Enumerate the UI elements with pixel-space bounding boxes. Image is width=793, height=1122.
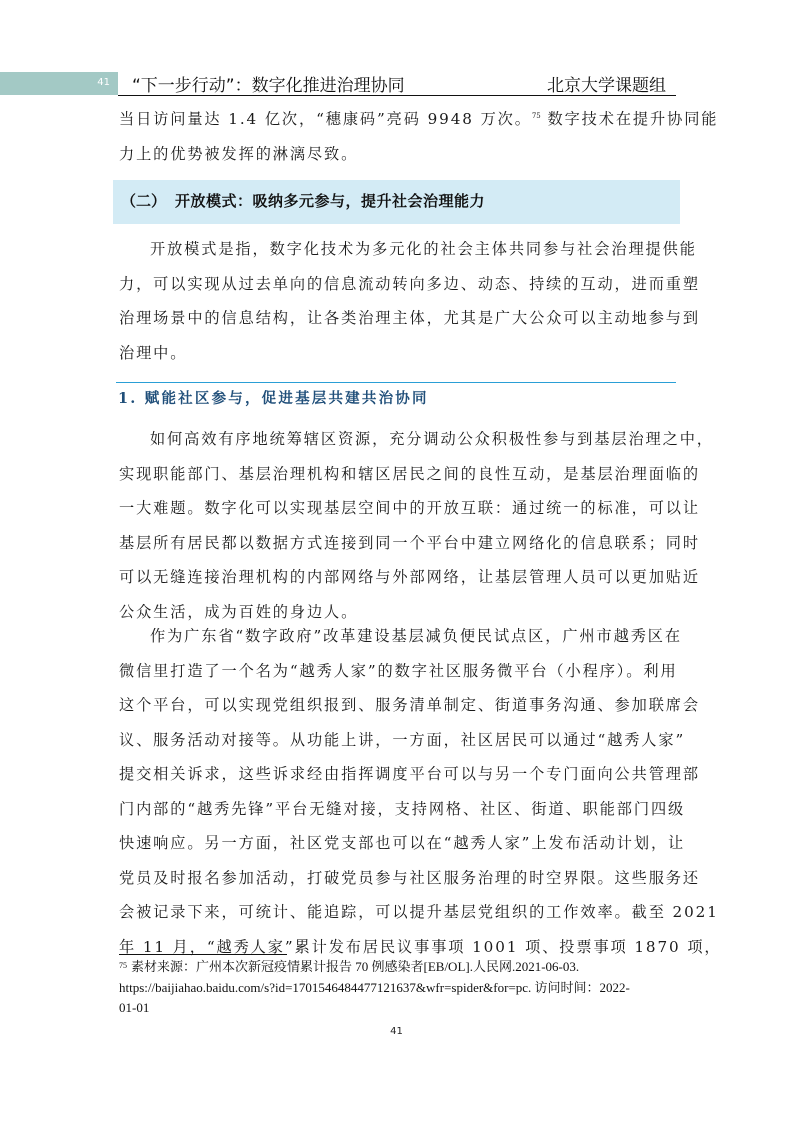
- paragraph-line: 实现职能部门、基层治理机构和辖区居民之间的良性互动，是基层治理面临的: [119, 464, 700, 483]
- footnote-divider: [119, 954, 287, 955]
- paragraph-line: 力，可以实现从过去单向的信息流动转向多边、动态、持续的互动，进而重塑: [119, 274, 700, 293]
- paragraph-line: 快速响应。另一方面，社区党支部也可以在“越秀人家”上发布活动计划，让: [119, 834, 686, 852]
- paragraph-line: 提交相关诉求，这些诉求经由指挥调度平台可以与另一个专门面向公共管理部: [119, 765, 700, 783]
- footnote-line: 01-01: [119, 1000, 150, 1015]
- page-tab: [0, 72, 118, 95]
- open-mode-paragraph: [119, 232, 700, 370]
- footnote-number: 75: [119, 961, 127, 970]
- paragraph-line: 议、服务活动对接等。从功能上讲，一方面，社区居民可以通过“越秀人家”: [119, 730, 686, 749]
- footnote-line: $^{75}$ 素材来源：广州本次新冠疫情累计报告 70 例感染者[EB/OL].人民网.2021-06-03.: [119, 959, 580, 974]
- community-paragraph: [119, 422, 714, 629]
- paragraph-line: 这个平台，可以实现党组织报到、服务清单制定、街道事务沟通、参加联席会: [119, 696, 700, 714]
- page-number: 41: [390, 1026, 403, 1037]
- paragraph-line: 可以无缝连接治理机构的内部网络与外部网络，让基层管理人员可以更加贴近: [119, 568, 700, 586]
- paragraph-line: 会被记录下来，可统计、能追踪，可以提升基层党组织的工作效率。截至 2021: [119, 903, 719, 921]
- paragraph-line: 基层所有居民都以数据方式连接到同一个平台中建立网络化的信息联系；同时: [119, 533, 700, 552]
- subsection-divider: [116, 382, 676, 383]
- paragraph-line: 治理场景中的信息结构，让各类治理主体，尤其是广大公众可以主动地参与到: [119, 309, 700, 327]
- page-tab-number: 41: [97, 77, 110, 88]
- intro-paragraph: [119, 102, 719, 171]
- paragraph-line: 党员及时报名参加活动，打破党员参与社区服务治理的时空界限。这些服务还: [119, 868, 700, 887]
- paragraph-line: 力上的优势被发挥的淋漓尽致。: [119, 144, 359, 163]
- running-header: [118, 66, 676, 96]
- paragraph-line: 门内部的“越秀先锋”平台无缝对接，支持网格、社区、街道、职能部门四级: [119, 799, 686, 818]
- footnote-reference[interactable]: 75: [531, 112, 541, 120]
- paragraph-line: 微信里打造了一个名为“越秀人家”的数字社区服务微平台（小程序）。利用: [119, 661, 678, 680]
- subsection-title: 1. 赋能社区参与，促进基层共建共治协同: [118, 390, 429, 407]
- paragraph-line: 当日访问量达 1.4 亿次，“穗康码”亮码 9948 万次。$^{75}$ 数字技术在提升协同能: [119, 110, 719, 128]
- paragraph-line: 治理中。: [119, 343, 188, 362]
- paragraph-line: 公众生活，成为百姓的身边人。: [119, 602, 359, 621]
- yuexiu-paragraph: [119, 619, 722, 964]
- section-heading-band: [113, 180, 680, 224]
- organization-name: 北京大学课题组: [547, 76, 666, 96]
- paragraph-line: 如何高效有序地统筹辖区资源，充分调动公众积极性参与到基层治理之中，: [150, 430, 714, 448]
- section-title: 开放模式：吸纳多元参与，提升社会治理能力: [175, 192, 486, 210]
- footnote: [119, 957, 679, 1019]
- paragraph-line: 年 11 月，“越秀人家”累计发布居民议事事项 1001 项、投票事项 1870 项，: [119, 937, 722, 956]
- footnote-url-line[interactable]: https://baijiahao.baidu.com/s?id=1701546484477121637&wfr=spider&for=pc. 访问时间：2022-: [119, 979, 630, 995]
- section-number: （二）: [121, 192, 167, 210]
- paragraph-line: 一大难题。数字化可以实现基层空间中的开放互联：通过统一的标准，可以让: [119, 499, 700, 517]
- paragraph-line: 作为广东省“数字政府”改革建设基层减负便民试点区，广州市越秀区在: [150, 627, 682, 645]
- paragraph-line: 开放模式是指，数字化技术为多元化的社会主体共同参与社会治理提供能: [150, 240, 697, 258]
- running-title: “下一步行动”：数字化推进治理协同: [132, 76, 405, 96]
